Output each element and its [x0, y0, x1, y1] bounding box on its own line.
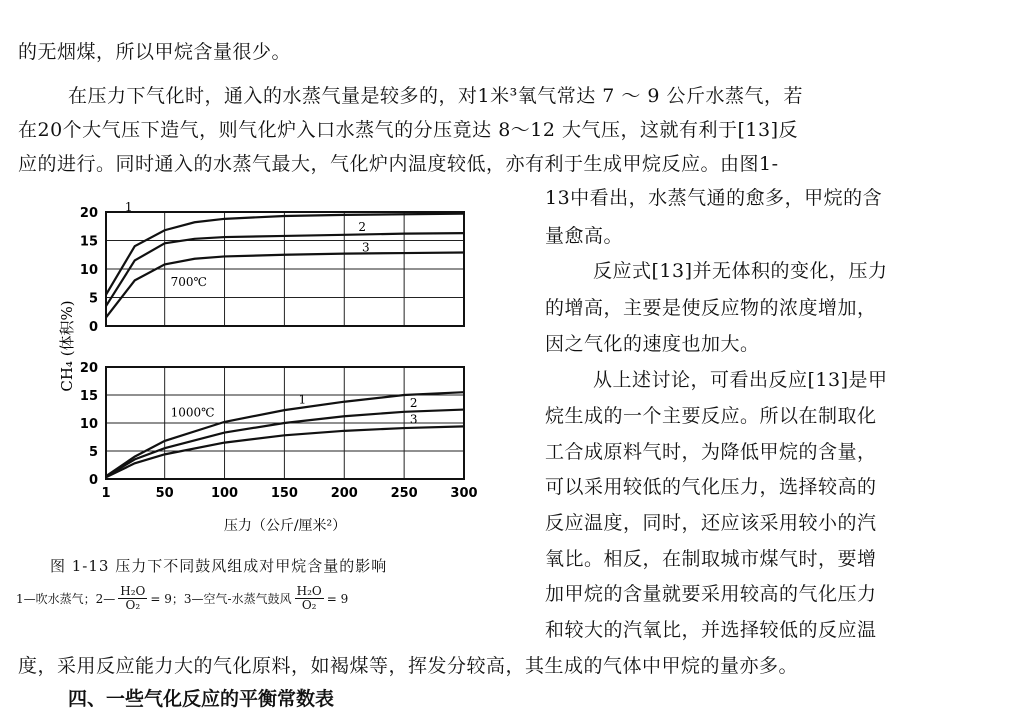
legend-part-1: 1—吹水蒸气；2— [16, 592, 116, 606]
panel2-xtick-label: 100 [210, 486, 239, 501]
y-axis-label: CH₄ (体积%) [58, 300, 76, 392]
panel1-ytick-label: 10 [79, 263, 98, 278]
panel2-series-3-line [106, 426, 464, 477]
panel2-xtick-label: 150 [270, 486, 298, 501]
text-line-14: 反应温度，同时，还应该采用较小的汽 [545, 512, 877, 534]
text-line-12: 工合成原料气时，为降低甲烷的含量， [545, 441, 877, 463]
panel2-series-3-label: 3 [409, 412, 418, 427]
text-line-9: 因之气化的速度也加大。 [545, 333, 760, 355]
figure-1-13 [58, 196, 488, 536]
panel1-series-3-label: 3 [361, 240, 370, 255]
panel2-series-2-label: 2 [409, 396, 418, 411]
text-line-4: 应的进行。同时通入的水蒸气最大，气化炉内温度较低，亦有利于生成甲烷反应。由图1- [18, 153, 779, 175]
panel1-ytick-label: 15 [79, 234, 98, 250]
panel2-ytick-label: 0 [88, 473, 98, 488]
legend-fraction-2-den: O₂ [301, 598, 317, 612]
panel1-series-3-line [106, 252, 464, 317]
text-line-18: 度，采用反应能力大的气化原料，如褐煤等，挥发分较高，其生成的气体中甲烷的量亦多。 [18, 655, 799, 677]
figure-legend [16, 585, 348, 612]
chart-svg [58, 196, 488, 536]
panel1-ytick-label: 5 [88, 291, 98, 307]
text-line-6: 量愈高。 [545, 225, 624, 247]
panel2-series-1-label: 1 [298, 392, 307, 407]
text-line-5: 13中看出，水蒸气通的愈多，甲烷的含 [545, 187, 883, 209]
panel1-series-1-label: 1 [124, 199, 133, 214]
panel2-ytick-label: 10 [79, 417, 98, 432]
panel1-ytick-label: 20 [79, 206, 98, 221]
legend-fraction-1 [118, 585, 147, 612]
legend-fraction-1-den: O₂ [125, 598, 141, 612]
text-line-15: 氧比。相反，在制取城市煤气时，要增 [545, 548, 877, 570]
panel2-ytick-label: 5 [88, 445, 98, 460]
panel2-xtick-label: 50 [155, 486, 174, 501]
legend-part-2: = 9；3—空气-水蒸气鼓风 [150, 592, 292, 606]
panel1-series-2-line [106, 233, 464, 306]
panel2-ytick-label: 20 [79, 361, 98, 376]
legend-fraction-1-num: H₂O [120, 584, 146, 598]
text-line-3: 在20个大气压下造气，则气化炉入口水蒸气的分压竟达 8～12 大气压，这就有利于[13]反 [18, 119, 799, 141]
panel2-temperature-annotation: 1000℃ [170, 405, 215, 420]
text-line-17: 和较大的汽氧比，并选择较低的反应温 [545, 619, 877, 641]
section-heading: 四、一些气化反应的平衡常数表 [68, 688, 335, 710]
text-line-7: 反应式[13]并无体积的变化，压力 [593, 260, 888, 282]
panel2-ytick-label: 15 [79, 389, 98, 404]
legend-fraction-2 [295, 585, 324, 612]
text-line-10: 从上述讨论，可看出反应[13]是甲 [593, 369, 888, 391]
x-axis-label: 压力（公斤/厘米²） [223, 518, 347, 534]
panel2-xtick-label: 200 [330, 486, 358, 501]
text-line-2: 在压力下气化时，通入的水蒸气量是较多的，对1米³氧气常达 7 ～ 9 公斤水蒸气，若 [68, 85, 804, 107]
panel2-xtick-label: 1 [101, 486, 111, 501]
panel2-xtick-label: 250 [390, 486, 418, 501]
panel1-temperature-annotation: 700℃ [170, 275, 207, 290]
text-line-13: 可以采用较低的气化压力，选择较高的 [545, 476, 877, 498]
panel1-ytick-label: 0 [88, 320, 98, 335]
panel2-xtick-label: 300 [450, 486, 478, 501]
text-line-1: 的无烟煤，所以甲烷含量很少。 [18, 41, 292, 63]
text-line-11: 烷生成的一个主要反应。所以在制取化 [545, 405, 877, 427]
figure-caption: 图 1-13 压力下不同鼓风组成对甲烷含量的影响 [50, 557, 388, 575]
legend-part-3: = 9 [326, 591, 349, 606]
text-line-8: 的增高，主要是使反应物的浓度增加， [545, 297, 877, 319]
legend-fraction-2-num: H₂O [296, 584, 322, 598]
panel1-series-2-label: 2 [358, 219, 367, 234]
text-line-16: 加甲烷的含量就要采用较高的气化压力 [545, 583, 877, 605]
